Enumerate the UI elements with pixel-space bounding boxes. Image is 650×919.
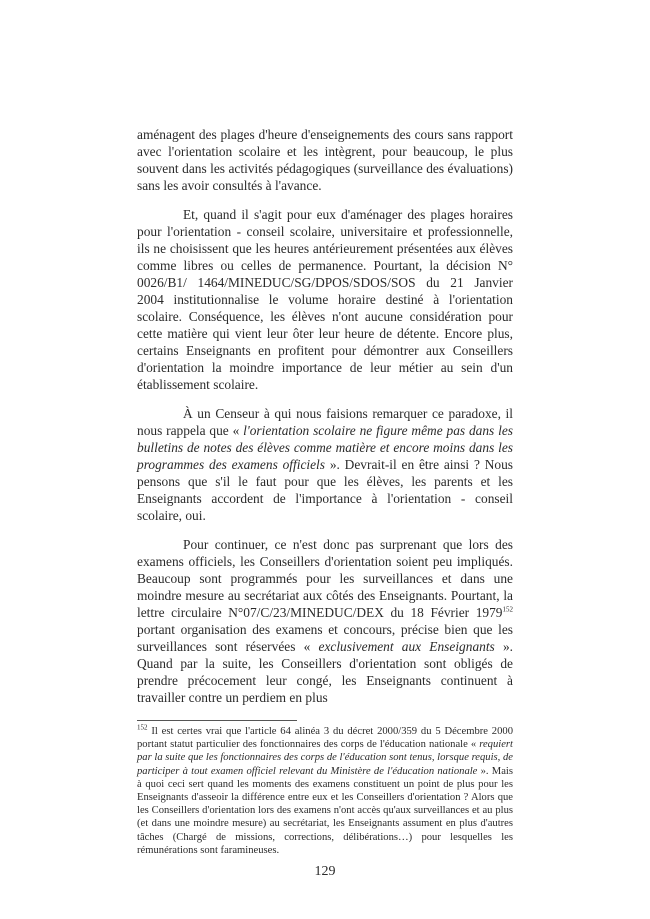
text: ». Quand par la suite, les Conseillers d'orientation sont obligés de prendre précocement leur congé, les Enseignants continuent à travailler contre un perdiem en plus (137, 639, 514, 705)
text: Pour continuer, ce n'est donc pas surprenant que lors des examens officiels, les Conseillers d'orientation soient peu impliqués. Beaucoup sont programmés pour les surveillances et dans une moindre mesure au secrétariat aux côtés des Enseignants. Pourtant, la lettre circulaire N°07/C/23/MINEDUC/DEX du 18 Février 1979 (137, 537, 513, 620)
paragraph-2 (137, 206, 513, 393)
text: Il est certes vrai que l'article 64 alinéa 3 du décret 2000/359 du 5 Décembre 2000 portant statut particulier des fonctionnaires des corps de l'éducation nationale « (137, 726, 513, 751)
page (137, 0, 513, 881)
paragraph-1 (137, 126, 513, 194)
paragraph-4 (137, 536, 513, 706)
footnote-ref[interactable]: 152 (502, 605, 513, 614)
quote: requiert par la suite que les fonctionnaires des corps de l'éducation sont tenus, lorsque requis, de participer à tout examen officiel relevant du Ministère de l'éducation nationale (137, 739, 513, 777)
footnote-separator (137, 720, 297, 721)
paragraph-3 (137, 405, 513, 524)
footnote-number: 152 (137, 723, 148, 732)
main-text (137, 126, 513, 706)
text: ». Mais à quoi ceci sert quand les moments des examens constituent un point de plus pour les Enseignants d'asseoir la différence entre eux et les Conseillers d'orientation ? Alors que les Conseillers d'orientation lors des examens n'ont accès qu'aux surveillances et au plus (et dans une moindre mesure) au secrétariat, les Enseignants assument en plus d'autres tâches (Chargé de missions, corrections, délibérations…) pour lesquelles les rémunérations sont faramineuses. (137, 765, 513, 856)
quote: l'orientation scolaire ne figure même pas dans les bulletins de notes des élèves comme matière et encore moins dans les programmes des examens officiels (137, 423, 513, 472)
page-number: 129 (314, 864, 336, 880)
text: À un Censeur à qui nous faisions remarquer ce paradoxe, il nous rappela que « (137, 406, 513, 438)
text: ». Devrait-il en être ainsi ? Nous pensons que s'il le faut pour que les élèves, les parents et les Enseignants accordent de l'importance à l'orientation - conseil scolaire, oui. (137, 457, 513, 523)
footnote (137, 725, 513, 857)
quote: exclusivement aux Enseignants (318, 639, 495, 654)
text: portant organisation des examens et concours, précise bien que les surveillances sont réservées « (137, 622, 513, 654)
text: Et, quand il s'agit pour eux d'aménager des plages horaires pour l'orientation - conseil scolaire, universitaire et professionnelle, ils ne choisissent que les heures antérieurement présentées aux élèves comme libres ou celles de permanence. Pourtant, la décision N° 0026/B1/ 1464/MINEDUC/SG/DPOS/SDOS/SOS du 21 Janvier 2004 institutionnalise le volume horaire destiné à l'orientation scolaire. Conséquence, les élèves n'ont aucune considération pour cette matière qui vient leur ôter leur heure de détente. Encore plus, certains Enseignants en profitent pour démontrer aux Conseillers d'orientation la moindre importance de leur métier au sein d'un établissement scolaire. (137, 207, 513, 392)
text: aménagent des plages d'heure d'enseignements des cours sans rapport avec l'orientation scolaire et les intègrent, pour beaucoup, le plus souvent dans les activités pédagogiques (surveillance des évaluations) sans les avoir consultés à l'avance. (137, 127, 513, 193)
